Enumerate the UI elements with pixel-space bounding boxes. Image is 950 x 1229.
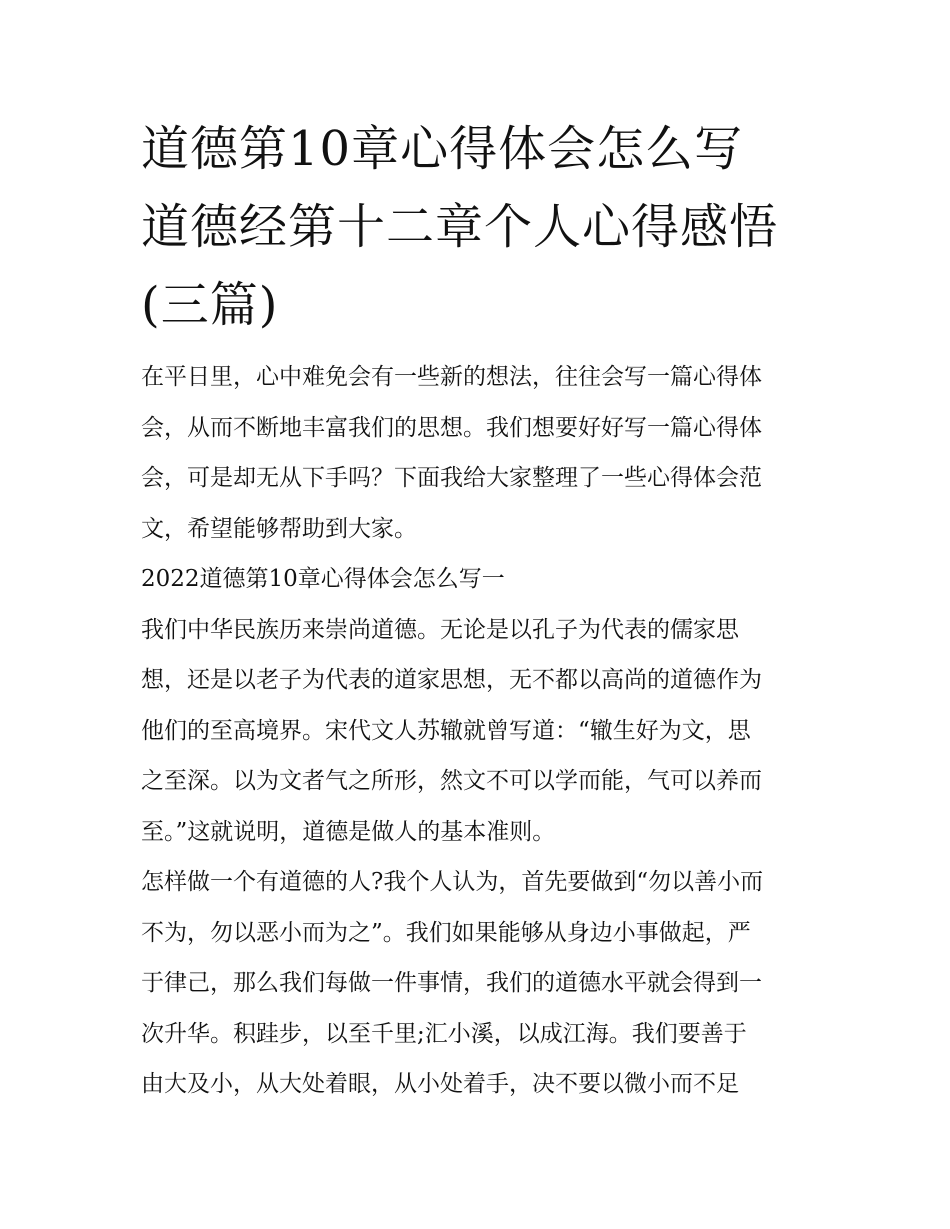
intro-line: 会，从而不断地丰富我们的思想。我们想要好好写一篇心得体 xyxy=(141,414,762,441)
paragraph-line: 他们的至高境界。宋代文人苏辙就曾写道：“辙生好为文，思 xyxy=(141,717,751,744)
section-heading: 2022道德第10章心得体会怎么写一 xyxy=(141,566,505,592)
intro-line: 文，希望能够帮助到大家。 xyxy=(141,515,417,542)
paragraph-line: 怎样做一个有道德的人?我个人认为，首先要做到“勿以善小而 xyxy=(141,869,764,895)
title-line: 道德经第十二章个人心得感悟 xyxy=(141,199,779,255)
paragraph-line: 由大及小，从大处着眼，从小处着手，决不要以微小而不足 xyxy=(141,1071,739,1097)
document-body xyxy=(141,352,813,1110)
paragraph-line: 至。”这就说明，道德是做人的基本准则。 xyxy=(141,818,556,845)
paragraph-line: 次升华。积跬步，以至千里;汇小溪，以成江海。我们要善于 xyxy=(141,1020,747,1047)
intro-line: 会，可是却无从下手吗？下面我给大家整理了一些心得体会范 xyxy=(141,465,762,491)
intro-line: 在平日里，心中难免会有一些新的想法，往往会写一篇心得体 xyxy=(141,364,762,390)
paragraph-line: 想，还是以老子为代表的道家思想，无不都以高尚的道德作为 xyxy=(141,667,762,693)
paragraph-line: 不为，勿以恶小而为之”。我们如果能够从身边小事做起，严 xyxy=(141,919,751,946)
paragraph-line: 于律己，那么我们每做一件事情，我们的道德水平就会得到一 xyxy=(141,970,762,996)
document-title xyxy=(141,110,841,344)
title-line: 道德第10章心得体会怎么写 xyxy=(141,121,744,177)
paragraph-line: 之至深。以为文者气之所形，然文不可以学而能，气可以养而 xyxy=(141,768,762,794)
title-line: (三篇) xyxy=(141,277,279,333)
paragraph-line: 我们中华民族历来崇尚道德。无论是以孔子为代表的儒家思 xyxy=(141,616,739,643)
